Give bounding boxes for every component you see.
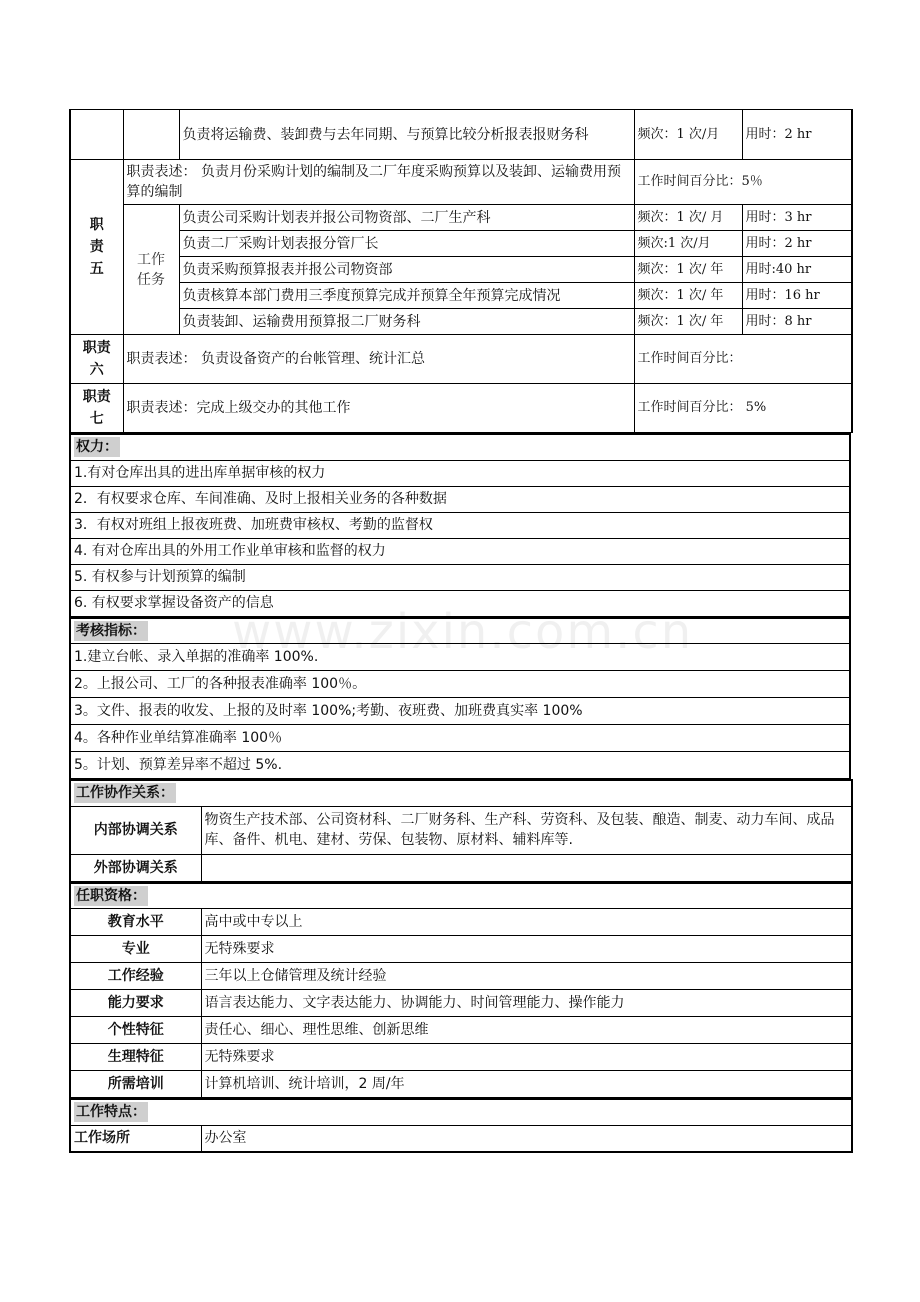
task-frequency: 频次:1 次/月: [634, 231, 742, 257]
task-text: 负责公司采购计划表并报公司物资部、二厂生产科: [179, 205, 634, 231]
duty5-description-row: [70, 160, 852, 205]
task-text: 负责装卸、运输费用预算报二厂财务科: [179, 309, 634, 335]
cooperation-title: 工作协作关系：: [76, 785, 174, 802]
cooperation-table: [69, 779, 853, 882]
qualification-row: [70, 1044, 852, 1071]
qualification-label: 个性特征: [70, 1017, 201, 1044]
duty6-label: 职责 六: [70, 335, 123, 384]
qualification-value: 语言表达能力、文字表达能力、协调能力、时间管理能力、操作能力: [201, 990, 852, 1017]
features-title: 工作特点：: [76, 1104, 146, 1121]
kpi-item: 1.建立台帐、录入单据的准确率 100%.: [70, 644, 850, 671]
task-text: 负责采购预算报表并报公司物资部: [179, 257, 634, 283]
qualification-label: 教育水平: [70, 909, 201, 936]
authority-item: 3．有权对班组上报夜班费、加班费审核权、考勤的监督权: [70, 512, 850, 538]
task-time: 用时：2 hr: [742, 110, 852, 160]
qualification-value: 计算机培训、统计培训，2 周/年: [201, 1071, 852, 1098]
qualification-label: 所需培训: [70, 1071, 201, 1098]
qualification-value: 三年以上仓储管理及统计经验: [201, 963, 852, 990]
task-frequency: 频次：1 次/月: [634, 110, 742, 160]
qualification-value: 责任心、细心、理性思维、创新思维: [201, 1017, 852, 1044]
duties-table: [69, 109, 853, 433]
qualification-label: 生理特征: [70, 1044, 201, 1071]
external-relations-value: [201, 854, 852, 881]
features-table: [69, 1098, 853, 1153]
work-place-label: 工作场所: [70, 1125, 201, 1152]
qualification-row: [70, 1017, 852, 1044]
job-description-page: [69, 109, 851, 1153]
task-time: 用时：2 hr: [742, 231, 852, 257]
external-relations-row: [70, 854, 852, 881]
duty5-task-row-2: [70, 231, 852, 257]
work-place-row: [70, 1125, 852, 1152]
duty6-time-percentage: 工作时间百分比：: [634, 335, 852, 384]
task-text: 负责二厂采购计划表报分管厂长: [179, 231, 634, 257]
internal-relations-label: 内部协调关系: [70, 806, 201, 854]
task-text: 负责核算本部门费用三季度预算完成并预算全年预算完成情况: [179, 283, 634, 309]
qualification-table: [69, 882, 853, 1099]
kpi-item: 4。各种作业单结算准确率 100％: [70, 725, 850, 752]
duty5-task-row-0: [70, 110, 852, 160]
authority-item: 1.有对仓库出具的进出库单据审核的权力: [70, 460, 850, 486]
qualification-label: 能力要求: [70, 990, 201, 1017]
qualification-row: [70, 963, 852, 990]
duty7-description: 职责表述：完成上级交办的其他工作: [123, 384, 634, 433]
authority-table: [69, 433, 851, 617]
authority-title: 权力：: [76, 439, 118, 456]
duty5-task-row-4: [70, 283, 852, 309]
qualification-title: 任职资格：: [76, 887, 146, 904]
kpi-title: 考核指标：: [76, 622, 146, 639]
authority-item: 5. 有权参与计划预算的编制: [70, 564, 850, 590]
task-time: 用时：16 hr: [742, 283, 852, 309]
qualification-row: [70, 936, 852, 963]
watermark: www.zixin.com.cn: [232, 604, 694, 660]
authority-item: 6. 有权要求掌握设备资产的信息: [70, 590, 850, 616]
kpi-item: 3。文件、报表的收发、上报的及时率 100%;考勤、夜班费、加班费真实率 100%: [70, 698, 850, 725]
task-time: 用时：8 hr: [742, 309, 852, 335]
task-time: 用时：3 hr: [742, 205, 852, 231]
qualification-label: 工作经验: [70, 963, 201, 990]
duty5-description: 职责表述： 负责月份采购计划的编制及二厂年度采购预算以及装卸、运输费用预算的编制: [123, 160, 634, 205]
work-place-value: 办公室: [201, 1125, 852, 1152]
qualification-label: 专业: [70, 936, 201, 963]
task-frequency: 频次：1 次/ 年: [634, 257, 742, 283]
kpi-item: 2。上报公司、工厂的各种报表准确率 100％。: [70, 671, 850, 698]
qualification-row: [70, 990, 852, 1017]
internal-relations-row: [70, 806, 852, 854]
task-frequency: 频次：1 次/ 年: [634, 283, 742, 309]
qualification-row: [70, 1071, 852, 1098]
kpi-table: [69, 617, 851, 780]
authority-item: 4. 有对仓库出具的外用工作业单审核和监督的权力: [70, 538, 850, 564]
kpi-item: 5。计划、预算差异率不超过 5%.: [70, 752, 850, 779]
duty5-task-row-5: [70, 309, 852, 335]
internal-relations-value: 物资生产技术部、公司资材科、二厂财务科、生产科、劳资科、及包装、酿造、制麦、动力车间、成品库、备件、机电、建材、劳保、包装物、原材料、辅料库等.: [201, 806, 852, 854]
qualification-row: [70, 909, 852, 936]
duty7-time-percentage: 工作时间百分比： 5%: [634, 384, 852, 433]
work-task-label: 工作 任务: [123, 205, 179, 335]
task-frequency: 频次：1 次/ 月: [634, 205, 742, 231]
duty5-task-row-1: [70, 205, 852, 231]
duty6-row: [70, 335, 852, 384]
duty7-label: 职责 七: [70, 384, 123, 433]
duty5-label: 职 责 五: [70, 160, 123, 335]
duty5-task-row-3: [70, 257, 852, 283]
duty6-description: 职责表述： 负责设备资产的台帐管理、统计汇总: [123, 335, 634, 384]
external-relations-label: 外部协调关系: [70, 854, 201, 881]
qualification-value: 无特殊要求: [201, 1044, 852, 1071]
task-time: 用时:40 hr: [742, 257, 852, 283]
duty5-time-percentage: 工作时间百分比：5％: [634, 160, 852, 205]
task-frequency: 频次：1 次/ 年: [634, 309, 742, 335]
qualification-value: 高中或中专以上: [201, 909, 852, 936]
task-text: 负责将运输费、装卸费与去年同期、与预算比较分析报表报财务科: [179, 110, 634, 160]
qualification-value: 无特殊要求: [201, 936, 852, 963]
duty7-row: [70, 384, 852, 433]
authority-item: 2．有权要求仓库、车间准确、及时上报相关业务的各种数据: [70, 486, 850, 512]
